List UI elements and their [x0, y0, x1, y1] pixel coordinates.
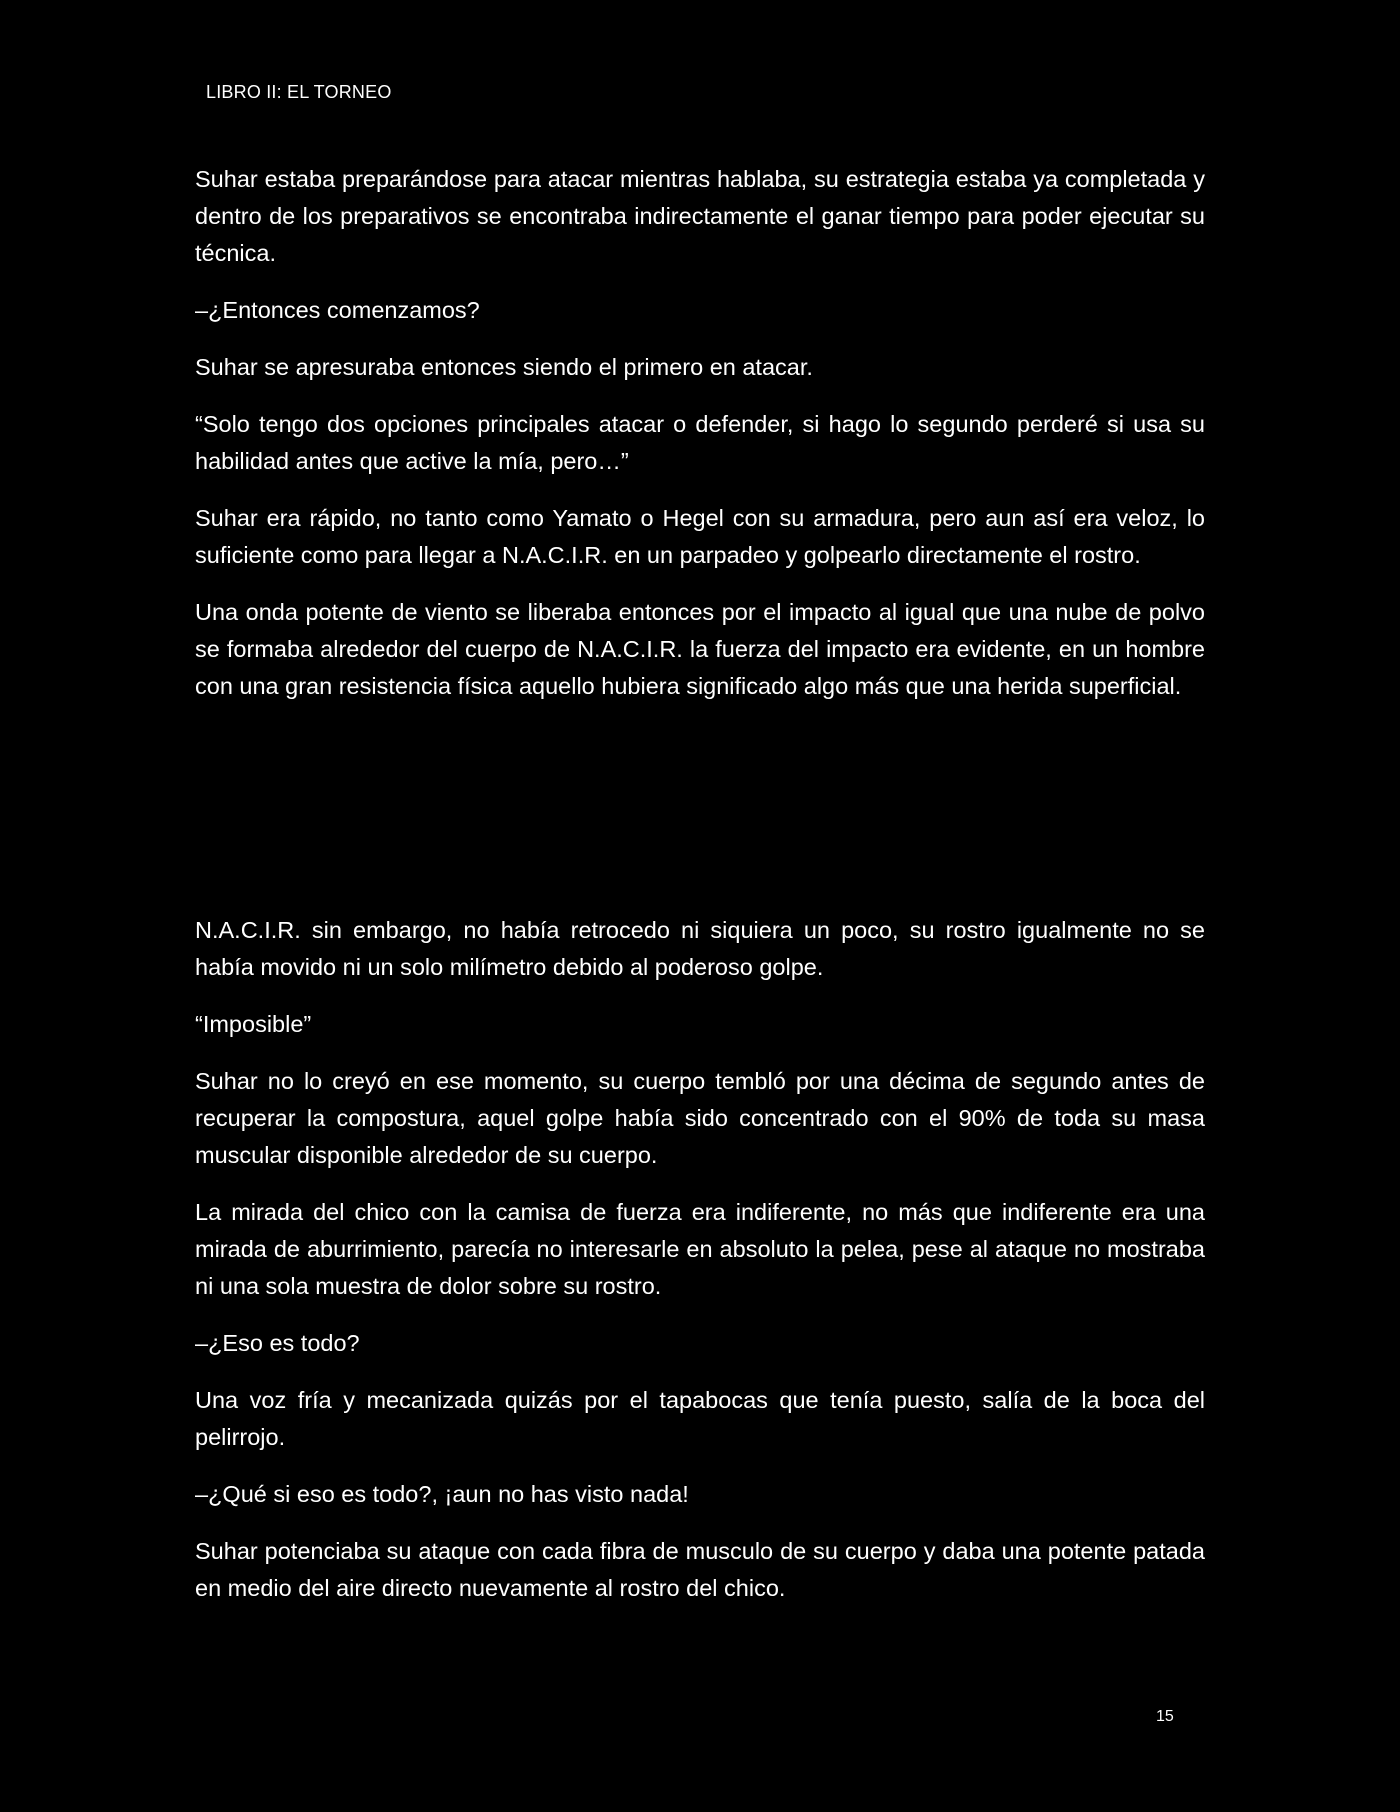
- running-header: LIBRO II: EL TORNEO: [206, 82, 392, 102]
- paragraph: La mirada del chico con la camisa de fuerza era indiferente, no más que indiferente era una mirada de aburrimiento, parecía no interesarle en absoluto la pelea, pese al ataque no mostraba ni una sola muestra de dolor sobre su rostro.: [195, 1199, 1205, 1299]
- paragraph: Suhar era rápido, no tanto como Yamato o Hegel con su armadura, pero aun así era veloz, lo suficiente como para llegar a N.A.C.I.R. en un parpadeo y golpearlo directamente el rostro.: [195, 505, 1205, 568]
- paragraph: Suhar no lo creyó en ese momento, su cuerpo tembló por una décima de segundo antes de recuperar la compostura, aquel golpe había sido concentrado con el 90% de toda su masa muscular disponible alrededor de su cuerpo.: [195, 1068, 1205, 1168]
- paragraph: “Solo tengo dos opciones principales atacar o defender, si hago lo segundo perderé si usa su habilidad antes que active la mía, pero…”: [195, 411, 1205, 474]
- paragraph: “Imposible”: [195, 1011, 312, 1037]
- paragraph: –¿Eso es todo?: [195, 1330, 360, 1356]
- paragraph: Una onda potente de viento se liberaba entonces por el impacto al igual que una nube de polvo se formaba alrededor del cuerpo de N.A.C.I.R. la fuerza del impacto era evidente, en un hombre con una gran resistencia física aquello hubiera significado algo más que una herida superficial.: [195, 599, 1205, 699]
- paragraph: Suhar potenciaba su ataque con cada fibra de musculo de su cuerpo y daba una potente patada en medio del aire directo nuevamente al rostro del chico.: [195, 1538, 1205, 1601]
- paragraph: Suhar estaba preparándose para atacar mientras hablaba, su estrategia estaba ya completada y dentro de los preparativos se encontraba indirectamente el ganar tiempo para poder ejecutar su técnica.: [195, 166, 1205, 266]
- text-block-top: [195, 161, 1205, 725]
- paragraph: Suhar se apresuraba entonces siendo el primero en atacar.: [195, 354, 813, 380]
- paragraph: –¿Entonces comenzamos?: [195, 297, 480, 323]
- page-number: 15: [1156, 1708, 1174, 1725]
- paragraph: Una voz fría y mecanizada quizás por el tapabocas que tenía puesto, salía de la boca del pelirrojo.: [195, 1387, 1205, 1450]
- paragraph: N.A.C.I.R. sin embargo, no había retrocedo ni siquiera un poco, su rostro igualmente no se había movido ni un solo milímetro debido al poderoso golpe.: [195, 917, 1205, 980]
- text-block-bottom: [195, 912, 1205, 1627]
- paragraph: –¿Qué si eso es todo?, ¡aun no has visto nada!: [195, 1481, 689, 1507]
